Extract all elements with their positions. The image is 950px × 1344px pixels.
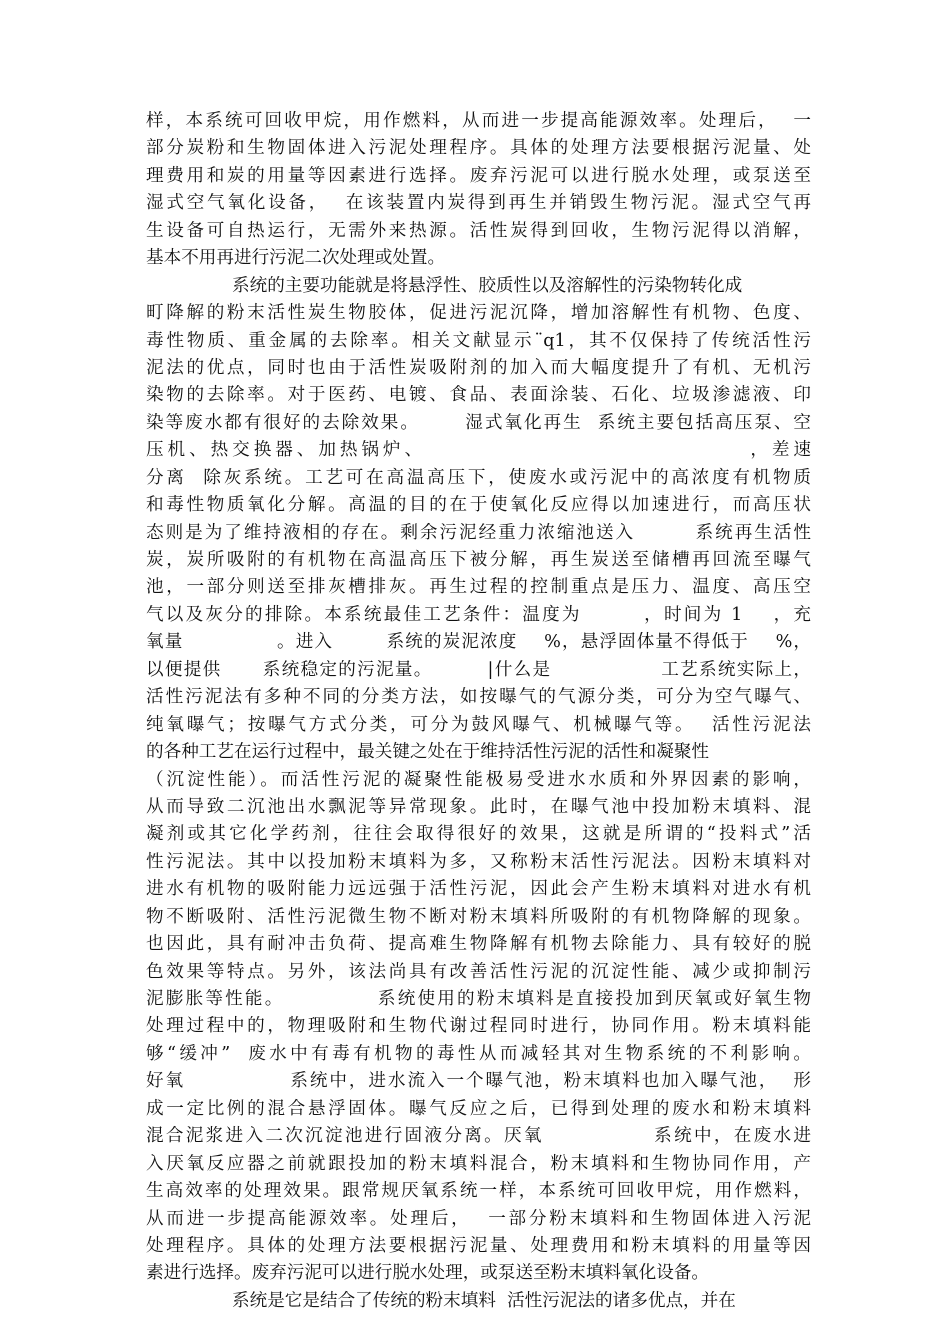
text-line: 物不断吸附、活性污泥微生物不断对粉末填料所吸附的有机物降解的现象。 bbox=[146, 906, 811, 927]
text-line: 泥膨胀等性能。 系统使用的粉末填料是直接投加到厌氧或好氧生物 bbox=[146, 989, 811, 1009]
text-line: 生高效率的处理效果。跟常规厌氧系统一样，本系统可回收甲烷，用作燃料， bbox=[146, 1181, 811, 1202]
text-line: 的各种工艺在运行过程中，最关键之处在于维持活性污泥的活性和凝聚性 bbox=[146, 742, 710, 763]
text-line: 进水有机物的吸附能力远远强于活性污泥，因此会产生粉末填料对进水有机 bbox=[146, 879, 811, 900]
text-line: 性污泥法。其中以投加粉末填料为多，又称粉末活性污泥法。因粉末填料对 bbox=[146, 851, 811, 872]
text-line: 炭，炭所吸附的有机物在高温高压下被分解，再生炭送至储槽再回流至曝气 bbox=[146, 550, 811, 570]
text-line: 理费用和炭的用量等因素进行选择。废弃污泥可以进行脱水处理，或泵送至 bbox=[146, 165, 811, 186]
text-line: 压机、热交换器、加热锅炉、 ，差速 bbox=[146, 440, 811, 461]
text-line: 也因此，具有耐冲击负荷、提高难生物降解有机物去除能力、具有较好的脱 bbox=[146, 934, 811, 955]
text-line: 处理过程中的，物理吸附和生物代谢过程同时进行，协同作用。粉末填料能 bbox=[146, 1016, 811, 1037]
text-line: 凝剂或其它化学药剂，往往会取得很好的效果，这就是所谓的“投料式”活 bbox=[146, 824, 811, 845]
text-line: 入厌氧反应器之前就跟投加的粉末填料混合，粉末填料和生物协同作用，产 bbox=[146, 1153, 811, 1174]
text-line: 生设备可自热运行，无需外来热源。活性炭得到回收，生物污泥得以消解， bbox=[146, 220, 811, 241]
text-line: 色效果等特点。另外，该法尚具有改善活性污泥的沉淀性能、减少或抑制污 bbox=[146, 961, 811, 982]
text-line: 样，本系统可回收甲烷，用作燃料，从而进一步提高能源效率。处理后， 一 bbox=[146, 111, 811, 131]
text-line: 够“缓冲” 废水中有毒有机物的毒性从而减轻其对生物系统的不利影响。 bbox=[146, 1043, 811, 1064]
text-line: 分离 除灰系统。工艺可在高温高压下，使废水或污泥中的高浓度有机物质 bbox=[146, 467, 811, 488]
text-line: 系统是它是结合了传统的粉末填料 活性污泥法的诸多优点，并在 bbox=[232, 1290, 736, 1311]
text-line: 和毒性物质氧化分解。高温的目的在于使氧化反应得以加速进行，而高压状 bbox=[146, 495, 811, 516]
text-line: 素进行选择。废弃污泥可以进行脱水处理，或泵送至粉末填料氧化设备。 bbox=[146, 1263, 710, 1284]
text-line: 混合泥浆进入二次沉淀池进行固液分离。厌氧 系统中，在废水进 bbox=[146, 1126, 811, 1147]
text-line: 染等废水都有很好的去除效果。 湿式氧化再生 系统主要包括高压泵、空 bbox=[146, 412, 811, 433]
text-line: 染物的去除率。对于医药、电镀、食品、表面涂装、石化、垃圾渗滤液、印 bbox=[146, 385, 811, 406]
text-line: 基本不用再进行污泥二次处理或处置。 bbox=[146, 248, 446, 269]
text-line: 从而进一步提高能源效率。处理后， 一部分粉末填料和生物固体进入污泥 bbox=[146, 1208, 811, 1229]
body-text bbox=[146, 108, 811, 1315]
text-line: 町降解的粉末活性炭生物胶体，促进污泥沉降，增加溶解性有机物、色度、 bbox=[146, 303, 811, 324]
text-line: 活性污泥法有多种不同的分类方法，如按曝气的气源分类，可分为空气曝气、 bbox=[146, 687, 811, 708]
text-line: 成一定比例的混合悬浮固体。曝气反应之后，已得到处理的废水和粉末填料 bbox=[146, 1098, 811, 1119]
text-line: 态则是为了维持液相的存在。剩余污泥经重力浓缩池送入 系统再生活性 bbox=[146, 522, 811, 543]
text-line: 系统的主要功能就是将悬浮性、胶质性以及溶解性的污染物转化成 bbox=[232, 275, 743, 296]
text-line: 毒性物质、重金属的去除率。相关文献显示¨q1，其不仅保持了传统活性污 bbox=[146, 330, 811, 351]
text-line: 处理程序。具体的处理方法要根据污泥量、处理费用和粉末填料的用量等因 bbox=[146, 1235, 811, 1256]
text-line: 从而导致二沉池出水飘泥等异常现象。此时，在曝气池中投加粉末填料、混 bbox=[146, 796, 811, 817]
text-line: 湿式空气氧化设备， 在该装置内炭得到再生并销毁生物污泥。湿式空气再 bbox=[146, 193, 811, 214]
text-line: 泥法的优点，同时也由于活性炭吸附剂的加入而大幅度提升了有机、无机污 bbox=[146, 357, 811, 378]
text-line: 氧量 。进入 系统的炭泥浓度 %，悬浮固体量不得低于 %， bbox=[146, 632, 811, 653]
text-line: 纯氧曝气；按曝气方式分类，可分为鼓风曝气、机械曝气等。 活性污泥法 bbox=[146, 714, 811, 735]
text-line: 部分炭粉和生物固体进入污泥处理程序。具体的处理方法要根据污泥量、处 bbox=[146, 138, 811, 159]
text-line: 气以及灰分的排除。本系统最佳工艺条件：温度为 ，时间为 1 ，充 bbox=[146, 604, 811, 625]
text-line: 好氧 系统中，进水流入一个曝气池，粉末填料也加入曝气池， 形 bbox=[146, 1071, 811, 1092]
text-line: （沉淀性能）。而活性污泥的凝聚性能极易受进水水质和外界因素的影响， bbox=[146, 769, 811, 790]
text-line: 以便提供 系统稳定的污泥量。 |什么是 工艺系统实际上， bbox=[146, 659, 811, 680]
text-line: 池，一部分则送至排灰槽排灰。再生过程的控制重点是压力、温度、高压空 bbox=[146, 577, 811, 598]
